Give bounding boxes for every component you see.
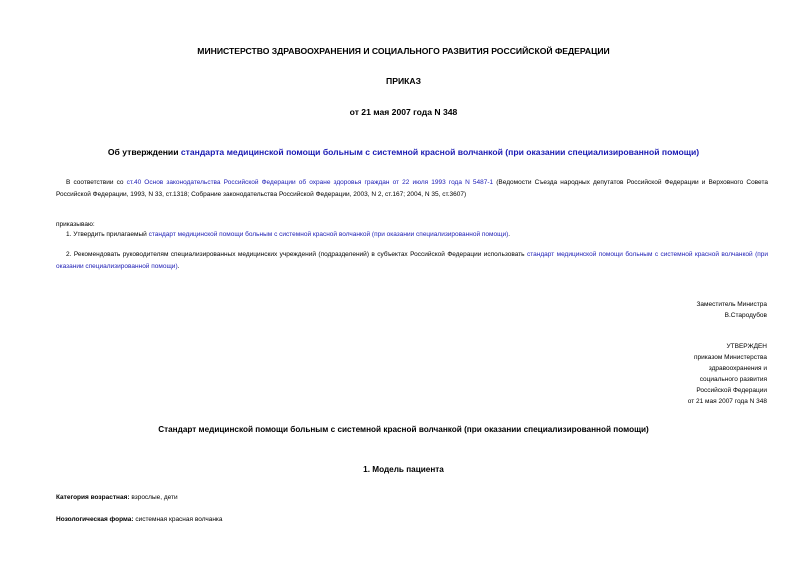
item1-end: . <box>508 231 511 238</box>
item1-standard-link[interactable]: стандарт медицинской помощи больным с системной красной волчанкой (при оказании специализированной помощи) <box>148 231 509 238</box>
section-title: 1. Модель пациента <box>363 465 444 474</box>
approved-line-3: здравоохранения и <box>708 365 767 372</box>
item2-start: 2. Рекомендовать руководителям специализированных медицинских учреждений (подразделений) в субъектах Российской Федерации использовать <box>66 251 527 258</box>
item2-standard-link[interactable]: стандарт медицинской помощи больным с системной красной волчанкой (при оказании специализированной помощи) <box>56 251 769 270</box>
approved-line-6: от 21 мая 2007 года N 348 <box>687 398 767 405</box>
approved-line-5: Российской Федерации <box>696 387 767 394</box>
nosological-form-value: системная красная волчанка <box>133 516 223 523</box>
prikazyvayu-text: приказываю: <box>56 221 95 228</box>
signature-position: Заместитель Министра <box>696 301 767 308</box>
nosological-form-field <box>56 516 223 523</box>
age-category-label: Категория возрастная: <box>56 494 130 501</box>
approved-line-4: социального развития <box>699 376 767 383</box>
approved-line-2: приказом Министерства <box>694 354 767 361</box>
nosological-form-label: Нозологическая форма: <box>56 516 134 523</box>
law-article-link[interactable]: ст.40 Основ законодательства Российской Федерации об охране здоровья граждан от 22 июля 1993 года N 5487-1 <box>126 179 494 186</box>
standard-title: Стандарт медицинской помощи больным с системной красной волчанкой (при оказании специализированной помощи) <box>158 425 649 434</box>
title-standard-link[interactable]: стандарта медицинской помощи больным с системной красной волчанкой (при оказании специализированной помощи) <box>180 147 700 157</box>
preamble-end: (Ведомости Съезда народных депутатов Российской Федерации и Верховного Совета Российской Федерации, 1993, N 33, ст.1318; Собрание законодательства Российской Федерации, 2003, N 2, ст.167; 2004, N 35, ст.3607) <box>56 179 768 198</box>
item1-start: 1. Утвердить прилагаемый <box>66 231 149 238</box>
order-item-1 <box>56 229 768 241</box>
age-category-field <box>56 494 178 501</box>
age-category-value: взрослые, дети <box>129 494 178 501</box>
signature-name: В.Стародубов <box>724 312 767 319</box>
order-item-2 <box>56 249 768 272</box>
preamble-paragraph <box>56 177 768 200</box>
title-prefix: Об утверждении <box>107 147 181 157</box>
order-heading: ПРИКАЗ <box>386 76 421 86</box>
preamble-start: В соответствии со <box>66 179 127 186</box>
ministry-heading: МИНИСТЕРСТВО ЗДРАВООХРАНЕНИЯ И СОЦИАЛЬНОГО РАЗВИТИЯ РОССИЙСКОЙ ФЕДЕРАЦИИ <box>197 46 610 56</box>
item2-end: . <box>177 262 180 270</box>
signature-block <box>697 299 768 321</box>
order-date: от 21 мая 2007 года N 348 <box>349 107 458 117</box>
approved-line-1: УТВЕРЖДЕН <box>726 343 767 350</box>
order-title <box>0 147 807 157</box>
approved-block <box>688 341 767 407</box>
